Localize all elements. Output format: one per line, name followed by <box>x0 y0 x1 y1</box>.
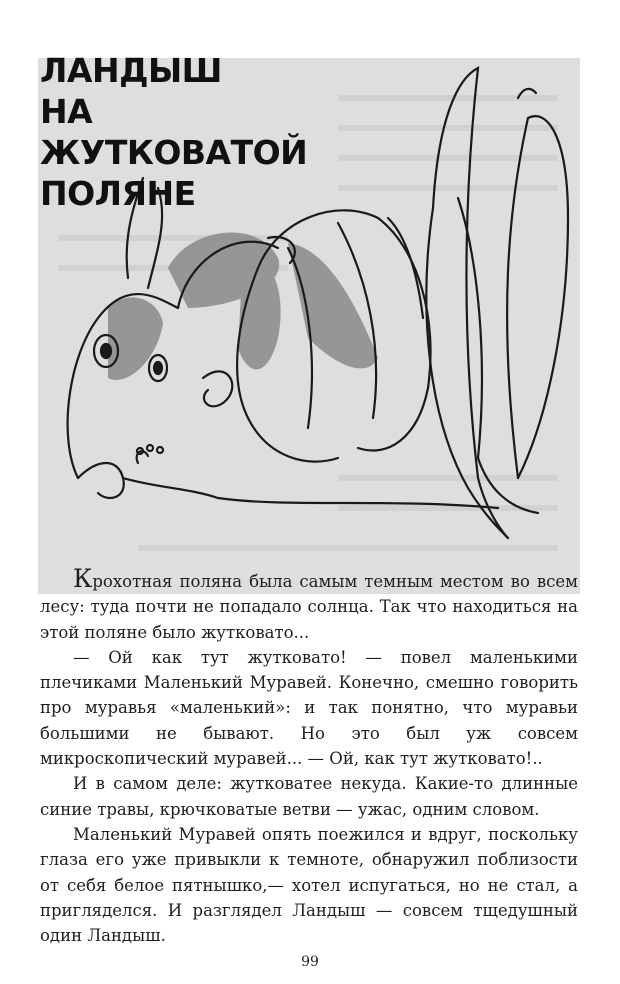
paragraph: И в самом деле: жутковатее некуда. Какие-то длинные синие травы, крючковатые ветви — ужас, одним словом. <box>40 774 578 819</box>
chapter-title-line: ЛАНДЫШ <box>40 51 222 91</box>
chapter-title <box>40 50 370 214</box>
paragraph-text: рохотная поляна была самым темным местом во всем лесу: туда почти не попадало солнца. Так что находиться на этой поляне было жутковато... <box>40 572 578 642</box>
drop-cap: К <box>73 564 93 593</box>
chapter-title-line: НА ЖУТКОВАТОЙ <box>40 92 308 173</box>
body-text <box>40 564 578 948</box>
paragraph: Маленький Муравей опять поежился и вдруг, поскольку глаза его уже привыкли к темноте, обнаружил поблизости от себя белое пятнышко,— хотел испугаться, но не стал, а пригляделся. И разглядел Ландыш — совсем тщедушный один Ландыш. <box>40 824 578 946</box>
paragraph <box>40 564 578 645</box>
paragraph: — Ой как тут жутковато! — повел маленькими плечиками Маленький Муравей. Конечно, смешно говорить про муравья «маленький»: и так понятно, что муравьи большими не бывают. Но это был уж совсем микроскопический муравей... — Ой, как тут жутковато!.. <box>40 647 578 769</box>
chapter-title-line: ПОЛЯНЕ <box>40 174 196 214</box>
page-number: 99 <box>301 954 319 970</box>
